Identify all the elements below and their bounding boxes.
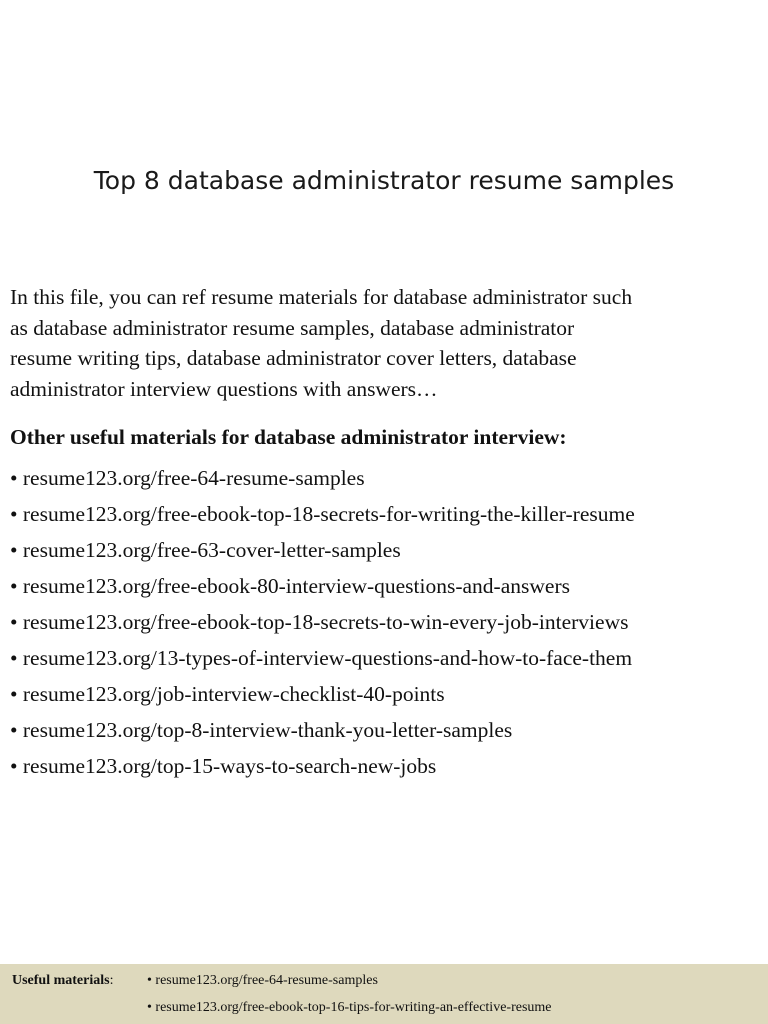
footer-link[interactable]: • resume123.org/free-ebook-top-16-tips-for-writing-an-effective-resume (147, 1000, 552, 1015)
intro-paragraph (10, 282, 762, 404)
materials-link[interactable]: • resume123.org/free-ebook-top-18-secrets-for-writing-the-killer-resume (10, 502, 635, 526)
materials-link[interactable]: • resume123.org/top-8-interview-thank-you-letter-samples (10, 718, 513, 742)
materials-link[interactable]: • resume123.org/job-interview-checklist-40-points (10, 682, 445, 706)
footer-link[interactable]: • resume123.org/free-64-resume-samples (147, 973, 378, 988)
footer-label (12, 973, 113, 989)
footer-label-text: Useful materials (12, 973, 110, 988)
materials-link[interactable]: • resume123.org/free-ebook-top-18-secrets-to-win-every-job-interviews (10, 610, 629, 634)
materials-link[interactable]: • resume123.org/free-64-resume-samples (10, 466, 365, 490)
materials-link[interactable]: • resume123.org/free-63-cover-letter-samples (10, 538, 401, 562)
intro-line: administrator interview questions with answers… (10, 376, 438, 401)
materials-link[interactable]: • resume123.org/free-ebook-80-interview-questions-and-answers (10, 574, 570, 598)
footer-label-colon: : (109, 973, 114, 988)
materials-link[interactable]: • resume123.org/13-types-of-interview-questions-and-how-to-face-them (10, 646, 633, 670)
footer-bar (0, 964, 768, 1024)
intro-line: In this file, you can ref resume materials for database administrator such (10, 285, 633, 309)
materials-link[interactable]: • resume123.org/top-15-ways-to-search-new-jobs (10, 754, 437, 778)
intro-line: resume writing tips, database administrator cover letters, database (10, 346, 577, 370)
page-title: Top 8 database administrator resume samples (93, 166, 675, 195)
intro-line: as database administrator resume samples, database administrator (10, 315, 575, 340)
materials-link-list (10, 460, 768, 784)
other-materials-heading: Other useful materials for database administrator interview: (10, 425, 567, 449)
